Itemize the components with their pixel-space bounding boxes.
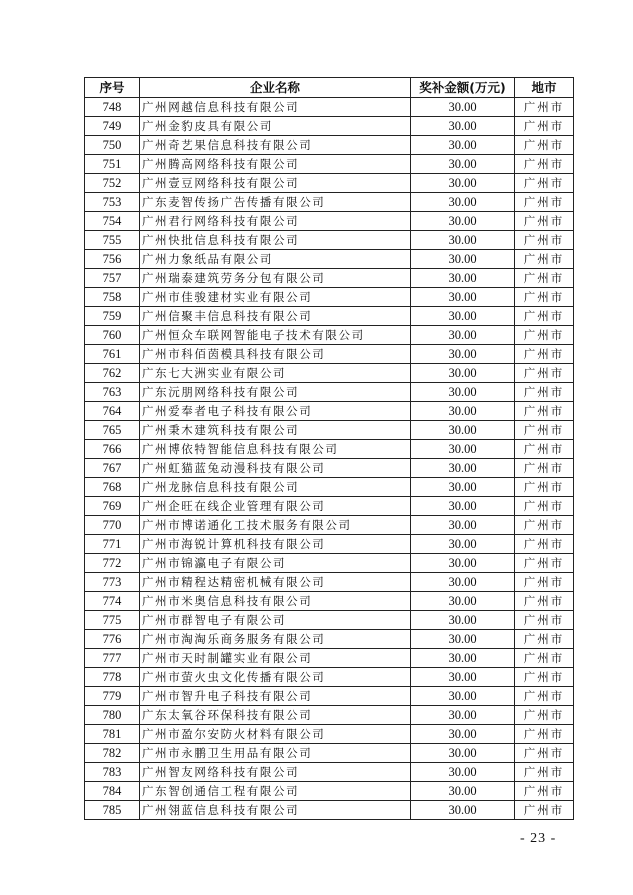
subsidy-amount: 30.00	[411, 706, 515, 725]
company-name: 广州市智升电子科技有限公司	[140, 687, 411, 706]
header-company-name: 企业名称	[140, 78, 411, 98]
subsidy-amount: 30.00	[411, 345, 515, 364]
subsidy-amount: 30.00	[411, 307, 515, 326]
company-name: 广州翎蓝信息科技有限公司	[140, 801, 411, 820]
subsidy-amount: 30.00	[411, 231, 515, 250]
company-name: 广州市盈尔安防火材料有限公司	[140, 725, 411, 744]
table-row	[85, 782, 574, 801]
row-number: 784	[85, 782, 140, 801]
city-name: 广州市	[515, 725, 574, 744]
city-name: 广州市	[515, 440, 574, 459]
table-row	[85, 326, 574, 345]
table-row	[85, 763, 574, 782]
company-name: 广州壹豆网络科技有限公司	[140, 174, 411, 193]
city-name: 广州市	[515, 212, 574, 231]
company-name: 广东麦智传扬广告传播有限公司	[140, 193, 411, 212]
row-number: 782	[85, 744, 140, 763]
city-name: 广州市	[515, 326, 574, 345]
city-name: 广州市	[515, 250, 574, 269]
table-row	[85, 421, 574, 440]
city-name: 广州市	[515, 478, 574, 497]
table-row	[85, 459, 574, 478]
header-city: 地市	[515, 78, 574, 98]
company-name: 广州龙脉信息科技有限公司	[140, 478, 411, 497]
company-name: 广州博依特智能信息科技有限公司	[140, 440, 411, 459]
city-name: 广州市	[515, 155, 574, 174]
row-number: 748	[85, 98, 140, 117]
subsidy-amount: 30.00	[411, 440, 515, 459]
city-name: 广州市	[515, 535, 574, 554]
table-row	[85, 706, 574, 725]
city-name: 广州市	[515, 611, 574, 630]
city-name: 广州市	[515, 288, 574, 307]
company-name: 广州市淘淘乐商务服务有限公司	[140, 630, 411, 649]
table-row	[85, 288, 574, 307]
subsidy-amount: 30.00	[411, 117, 515, 136]
city-name: 广州市	[515, 630, 574, 649]
subsidy-amount: 30.00	[411, 98, 515, 117]
city-name: 广州市	[515, 174, 574, 193]
city-name: 广州市	[515, 554, 574, 573]
row-number: 753	[85, 193, 140, 212]
row-number: 763	[85, 383, 140, 402]
company-name: 广州市萤火虫文化传播有限公司	[140, 668, 411, 687]
subsidy-amount: 30.00	[411, 782, 515, 801]
subsidy-amount: 30.00	[411, 326, 515, 345]
company-name: 广州智友网络科技有限公司	[140, 763, 411, 782]
subsidy-amount: 30.00	[411, 573, 515, 592]
subsidy-table	[84, 77, 574, 820]
subsidy-amount: 30.00	[411, 155, 515, 174]
company-name: 广州市精程达精密机械有限公司	[140, 573, 411, 592]
table-row	[85, 744, 574, 763]
row-number: 780	[85, 706, 140, 725]
header-amount: 奖补金额(万元)	[411, 78, 515, 98]
row-number: 755	[85, 231, 140, 250]
company-name: 广州快批信息科技有限公司	[140, 231, 411, 250]
table-row	[85, 554, 574, 573]
table-row	[85, 269, 574, 288]
subsidy-amount: 30.00	[411, 174, 515, 193]
city-name: 广州市	[515, 668, 574, 687]
company-name: 广州奇艺果信息科技有限公司	[140, 136, 411, 155]
subsidy-amount: 30.00	[411, 288, 515, 307]
table-row	[85, 478, 574, 497]
city-name: 广州市	[515, 364, 574, 383]
subsidy-amount: 30.00	[411, 611, 515, 630]
company-name: 广州市博诺通化工技术服务有限公司	[140, 516, 411, 535]
company-name: 广东太氧谷环保科技有限公司	[140, 706, 411, 725]
row-number: 776	[85, 630, 140, 649]
company-name: 广州瑞泰建筑劳务分包有限公司	[140, 269, 411, 288]
row-number: 779	[85, 687, 140, 706]
subsidy-amount: 30.00	[411, 383, 515, 402]
header-row	[85, 78, 574, 98]
table-row	[85, 516, 574, 535]
row-number: 754	[85, 212, 140, 231]
subsidy-amount: 30.00	[411, 592, 515, 611]
table-row	[85, 592, 574, 611]
company-name: 广州市佳骏建材实业有限公司	[140, 288, 411, 307]
company-name: 广州秉木建筑科技有限公司	[140, 421, 411, 440]
row-number: 750	[85, 136, 140, 155]
row-number: 749	[85, 117, 140, 136]
row-number: 757	[85, 269, 140, 288]
company-name: 广州网越信息科技有限公司	[140, 98, 411, 117]
row-number: 770	[85, 516, 140, 535]
table-row	[85, 307, 574, 326]
subsidy-amount: 30.00	[411, 250, 515, 269]
city-name: 广州市	[515, 763, 574, 782]
table-row	[85, 649, 574, 668]
table-row	[85, 193, 574, 212]
city-name: 广州市	[515, 573, 574, 592]
table-body	[85, 98, 574, 820]
row-number: 772	[85, 554, 140, 573]
subsidy-amount: 30.00	[411, 269, 515, 288]
table-row	[85, 497, 574, 516]
table-row	[85, 687, 574, 706]
subsidy-amount: 30.00	[411, 630, 515, 649]
city-name: 广州市	[515, 516, 574, 535]
subsidy-amount: 30.00	[411, 478, 515, 497]
row-number: 773	[85, 573, 140, 592]
row-number: 769	[85, 497, 140, 516]
table-row	[85, 98, 574, 117]
subsidy-amount: 30.00	[411, 421, 515, 440]
row-number: 765	[85, 421, 140, 440]
city-name: 广州市	[515, 744, 574, 763]
subsidy-amount: 30.00	[411, 801, 515, 820]
row-number: 774	[85, 592, 140, 611]
company-name: 广东智创通信工程有限公司	[140, 782, 411, 801]
city-name: 广州市	[515, 307, 574, 326]
city-name: 广州市	[515, 98, 574, 117]
city-name: 广州市	[515, 383, 574, 402]
company-name: 广州企旺在线企业管理有限公司	[140, 497, 411, 516]
company-name: 广州信聚丰信息科技有限公司	[140, 307, 411, 326]
row-number: 758	[85, 288, 140, 307]
company-name: 广州金豹皮具有限公司	[140, 117, 411, 136]
subsidy-amount: 30.00	[411, 364, 515, 383]
company-name: 广州市群智电子有限公司	[140, 611, 411, 630]
row-number: 783	[85, 763, 140, 782]
subsidy-amount: 30.00	[411, 649, 515, 668]
row-number: 756	[85, 250, 140, 269]
row-number: 767	[85, 459, 140, 478]
row-number: 751	[85, 155, 140, 174]
table-row	[85, 174, 574, 193]
row-number: 768	[85, 478, 140, 497]
subsidy-amount: 30.00	[411, 212, 515, 231]
company-name: 广州腾高网络科技有限公司	[140, 155, 411, 174]
subsidy-amount: 30.00	[411, 554, 515, 573]
row-number: 762	[85, 364, 140, 383]
subsidy-amount: 30.00	[411, 687, 515, 706]
row-number: 764	[85, 402, 140, 421]
row-number: 778	[85, 668, 140, 687]
subsidy-amount: 30.00	[411, 516, 515, 535]
row-number: 781	[85, 725, 140, 744]
subsidy-amount: 30.00	[411, 402, 515, 421]
table-row	[85, 402, 574, 421]
table-row	[85, 250, 574, 269]
subsidy-amount: 30.00	[411, 193, 515, 212]
city-name: 广州市	[515, 421, 574, 440]
subsidy-amount: 30.00	[411, 136, 515, 155]
subsidy-amount: 30.00	[411, 668, 515, 687]
city-name: 广州市	[515, 592, 574, 611]
table-row	[85, 364, 574, 383]
company-name: 广州虹猫蓝兔动漫科技有限公司	[140, 459, 411, 478]
company-name: 广州市科佰茵模具科技有限公司	[140, 345, 411, 364]
subsidy-amount: 30.00	[411, 497, 515, 516]
company-name: 广东沅朋网络科技有限公司	[140, 383, 411, 402]
row-number: 785	[85, 801, 140, 820]
city-name: 广州市	[515, 231, 574, 250]
row-number: 752	[85, 174, 140, 193]
table-row	[85, 155, 574, 174]
table-row	[85, 212, 574, 231]
company-name: 广东七大洲实业有限公司	[140, 364, 411, 383]
row-number: 760	[85, 326, 140, 345]
company-name: 广州爱奉者电子科技有限公司	[140, 402, 411, 421]
row-number: 771	[85, 535, 140, 554]
table-row	[85, 345, 574, 364]
city-name: 广州市	[515, 497, 574, 516]
company-name: 广州恒众车联网智能电子技术有限公司	[140, 326, 411, 345]
table-row	[85, 611, 574, 630]
subsidy-amount: 30.00	[411, 459, 515, 478]
subsidy-amount: 30.00	[411, 744, 515, 763]
table-row	[85, 801, 574, 820]
table-row	[85, 117, 574, 136]
city-name: 广州市	[515, 782, 574, 801]
table-row	[85, 440, 574, 459]
city-name: 广州市	[515, 402, 574, 421]
table-row	[85, 725, 574, 744]
company-name: 广州市海锐计算机科技有限公司	[140, 535, 411, 554]
table-row	[85, 630, 574, 649]
company-name: 广州力象纸品有限公司	[140, 250, 411, 269]
header-no: 序号	[85, 78, 140, 98]
city-name: 广州市	[515, 117, 574, 136]
subsidy-amount: 30.00	[411, 725, 515, 744]
table-header	[85, 78, 574, 98]
city-name: 广州市	[515, 345, 574, 364]
row-number: 777	[85, 649, 140, 668]
company-name: 广州市米奥信息科技有限公司	[140, 592, 411, 611]
city-name: 广州市	[515, 193, 574, 212]
city-name: 广州市	[515, 706, 574, 725]
company-name: 广州市天时制罐实业有限公司	[140, 649, 411, 668]
city-name: 广州市	[515, 459, 574, 478]
page-number: - 23 -	[520, 831, 557, 846]
table-row	[85, 535, 574, 554]
company-name: 广州市永鹏卫生用品有限公司	[140, 744, 411, 763]
table-row	[85, 573, 574, 592]
table-row	[85, 136, 574, 155]
subsidy-amount: 30.00	[411, 763, 515, 782]
table-row	[85, 231, 574, 250]
table-row	[85, 383, 574, 402]
city-name: 广州市	[515, 801, 574, 820]
company-name: 广州君行网络科技有限公司	[140, 212, 411, 231]
table-row	[85, 668, 574, 687]
city-name: 广州市	[515, 687, 574, 706]
row-number: 761	[85, 345, 140, 364]
row-number: 759	[85, 307, 140, 326]
subsidy-amount: 30.00	[411, 535, 515, 554]
city-name: 广州市	[515, 136, 574, 155]
city-name: 广州市	[515, 649, 574, 668]
row-number: 775	[85, 611, 140, 630]
city-name: 广州市	[515, 269, 574, 288]
company-name: 广州市锦瀛电子有限公司	[140, 554, 411, 573]
row-number: 766	[85, 440, 140, 459]
